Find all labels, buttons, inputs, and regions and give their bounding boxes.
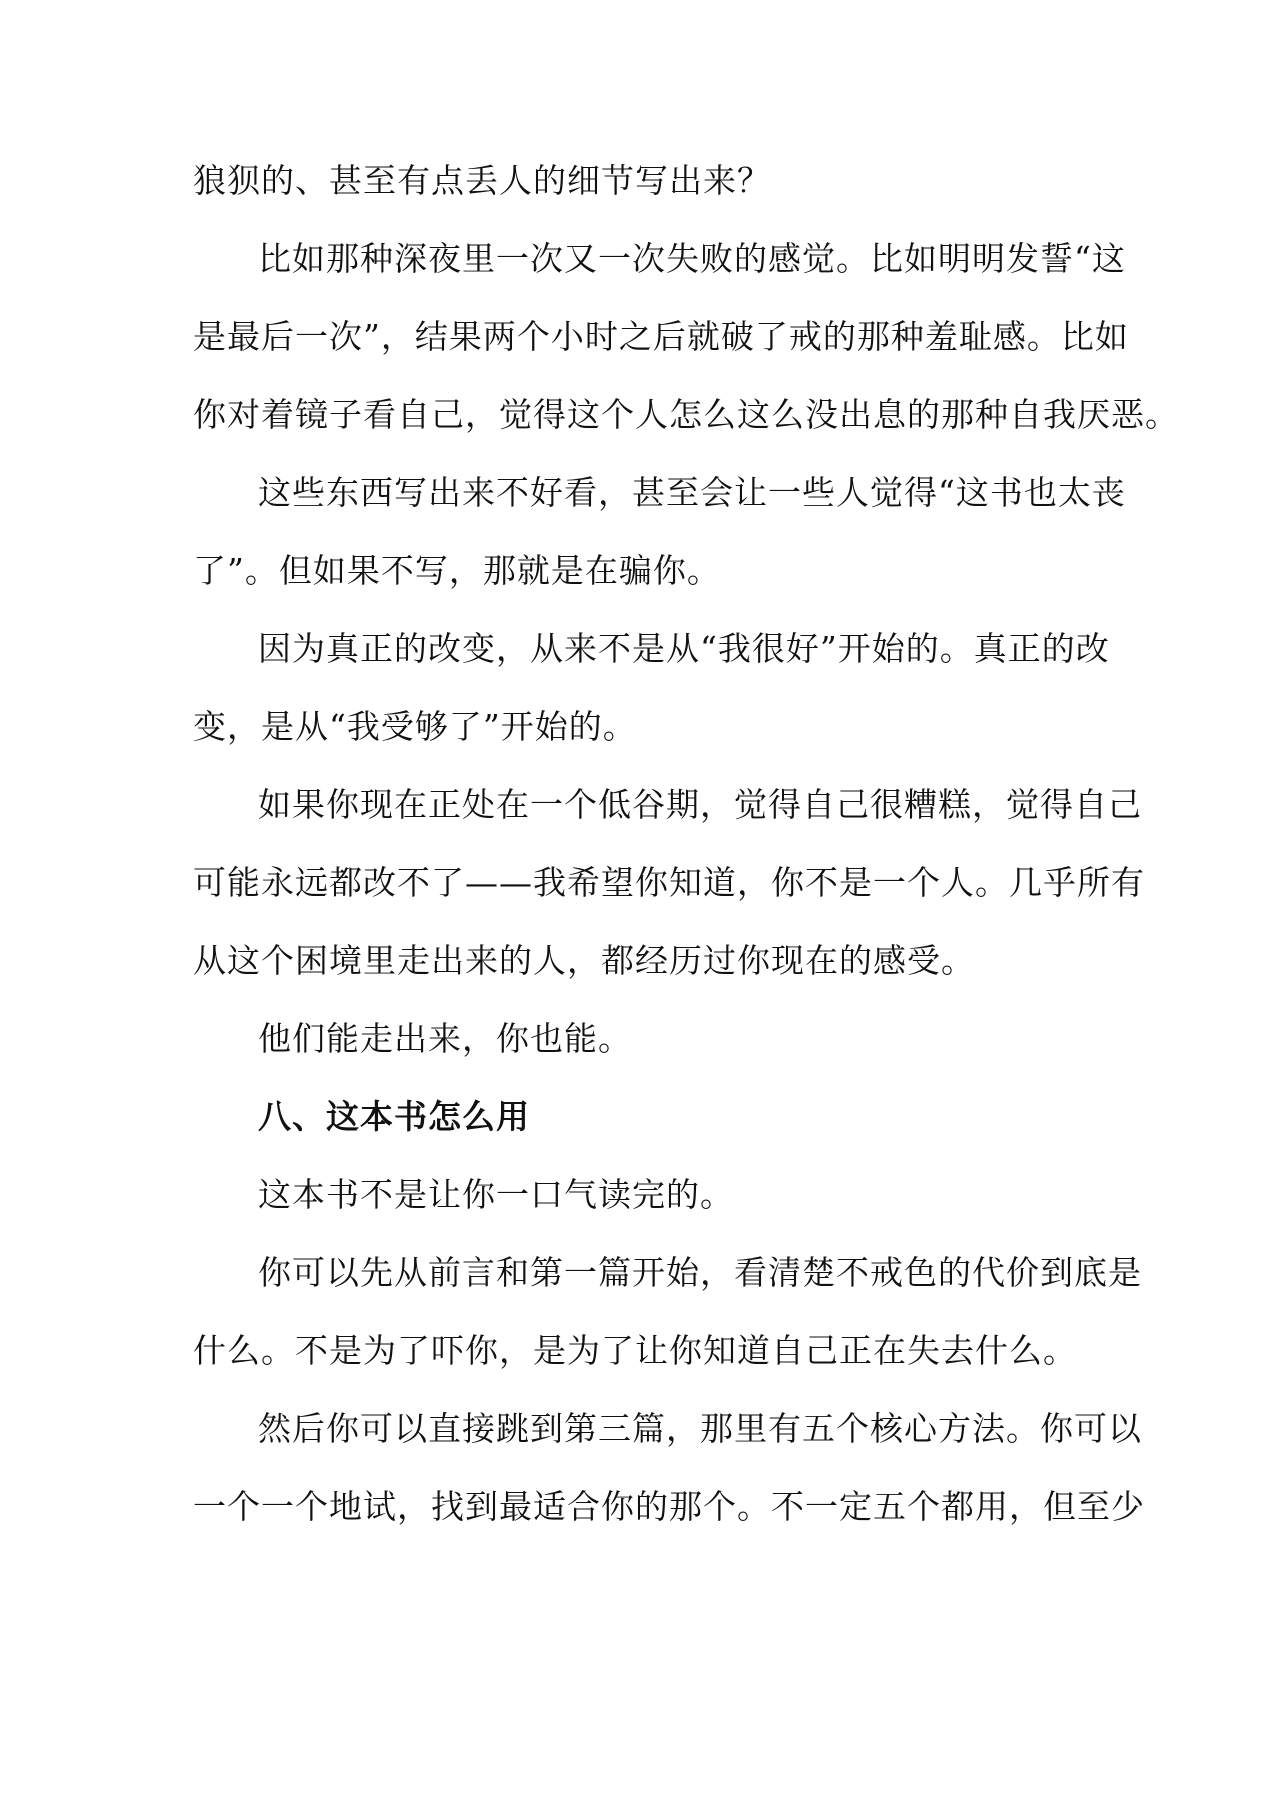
text-line: 一个一个地试，找到最适合你的那个。不一定五个都用，但至少 [193, 1487, 1145, 1526]
paragraph-first-line: 这本书不是让你一口气读完的。 [258, 1175, 734, 1214]
paragraph-first-line: 然后你可以直接跳到第三篇，那里有五个核心方法。你可以 [258, 1409, 1142, 1448]
text-line: 你对着镜子看自己，觉得这个人怎么这么没出息的那种自我厌恶。 [193, 395, 1179, 434]
paragraph-first-line: 比如那种深夜里一次又一次失败的感觉。比如明明发誓“这 [258, 239, 1126, 278]
paragraph-first-line: 如果你现在正处在一个低谷期，觉得自己很糟糕，觉得自己 [258, 785, 1142, 824]
text-line: 狼狈的、甚至有点丢人的细节写出来？ [193, 161, 771, 200]
text-line: 可能永远都改不了——我希望你知道，你不是一个人。几乎所有 [193, 863, 1145, 902]
section-heading: 八、这本书怎么用 [258, 1097, 530, 1136]
text-line: 变，是从“我受够了”开始的。 [193, 707, 637, 746]
text-line: 什么。不是为了吓你，是为了让你知道自己正在失去什么。 [193, 1331, 1077, 1370]
paragraph-first-line: 因为真正的改变，从来不是从“我很好”开始的。真正的改 [258, 629, 1110, 668]
paragraph-first-line: 这些东西写出来不好看，甚至会让一些人觉得“这书也太丧 [258, 473, 1126, 512]
text-line: 是最后一次”，结果两个小时之后就破了戒的那种羞耻感。比如 [193, 317, 1129, 356]
paragraph-first-line: 他们能走出来，你也能。 [258, 1019, 632, 1058]
text-line: 了”。但如果不写，那就是在骗你。 [193, 551, 721, 590]
paragraph-first-line: 你可以先从前言和第一篇开始，看清楚不戒色的代价到底是 [258, 1253, 1142, 1292]
text-line: 从这个困境里走出来的人，都经历过你现在的感受。 [193, 941, 975, 980]
